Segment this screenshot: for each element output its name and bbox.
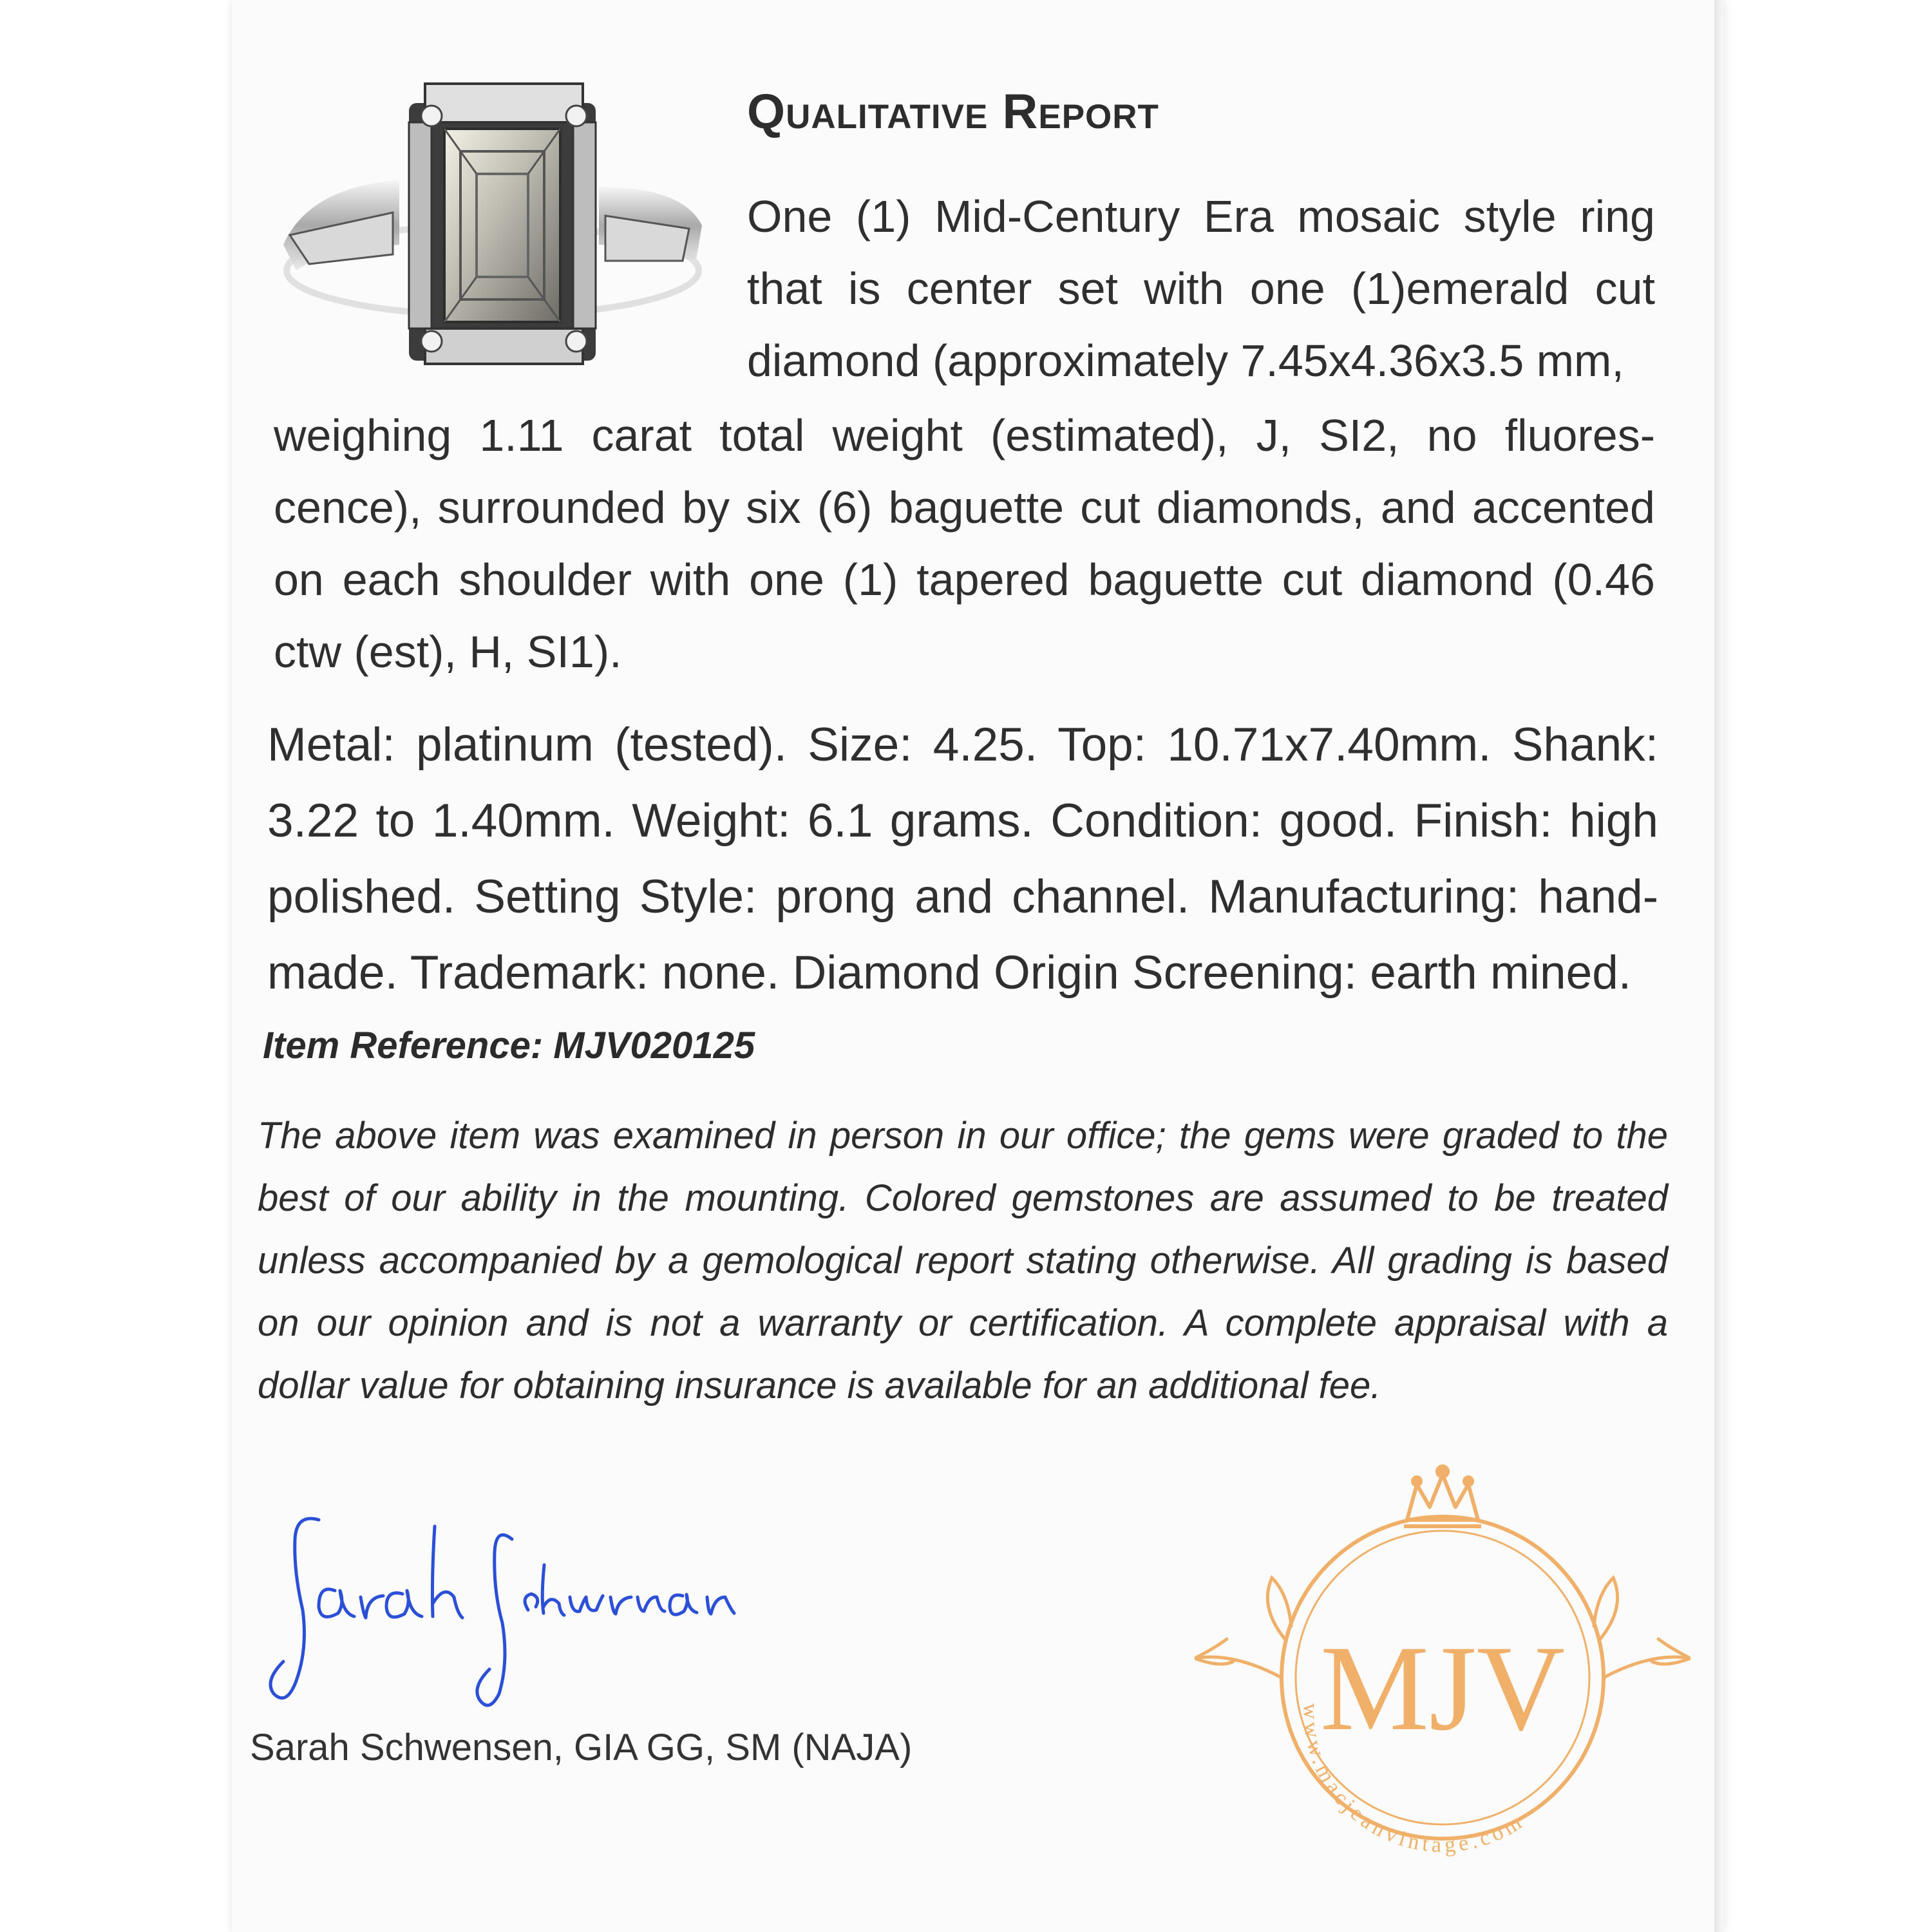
- signature-image: [258, 1501, 773, 1713]
- mjv-seal: [1195, 1446, 1690, 1897]
- description-continued: weighing 1.11 carat total weight (estimated), J, SI2, no fluores-cence), surrounded by six (6) baguette cut diamonds, and accented on each shoulder with one (1) tapered baguette cut diamond (0.46 ctw (est), H, SI1).: [274, 410, 1655, 677]
- description-top: One (1) Mid-Century Era mosaic style ring that is center set with one (1)emerald cut diamond (approximately 7.45x4.36x3.5 mm,: [747, 191, 1655, 386]
- ring-photo: [270, 77, 715, 374]
- specifications: Metal: platinum (tested). Size: 4.25. Top: 10.71x7.40mm. Shank: 3.22 to 1.40mm. Weight: 6.1 grams. Condition: good. Finish: high polished. Setting Style: prong and channel. Manufacturing: hand-made. Trademark: none. Diamond Origin Screening: earth mined.: [267, 719, 1658, 999]
- seal-monogram: MJV: [1320, 1621, 1566, 1756]
- disclaimer: The above item was examined in person in our office; the gems were graded to the best of our ability in the mounting. Colored gemstones are assumed to be treated unless accompanied by a gemological report stating otherwise. All grading is based on our opinion and is not a warranty or certification. A complete appraisal with a dollar value for obtaining insurance is available for an additional fee.: [258, 1115, 1668, 1406]
- report-title: Qualitative Report: [747, 84, 1159, 139]
- card-edge: [1714, 0, 1723, 1932]
- item-reference: Item Reference: MJV020125: [263, 1025, 755, 1066]
- signer-name: Sarah Schwensen, GIA GG, SM (NAJA): [250, 1727, 913, 1768]
- seal-website: www.macjeanvintage.com: [1298, 1703, 1530, 1857]
